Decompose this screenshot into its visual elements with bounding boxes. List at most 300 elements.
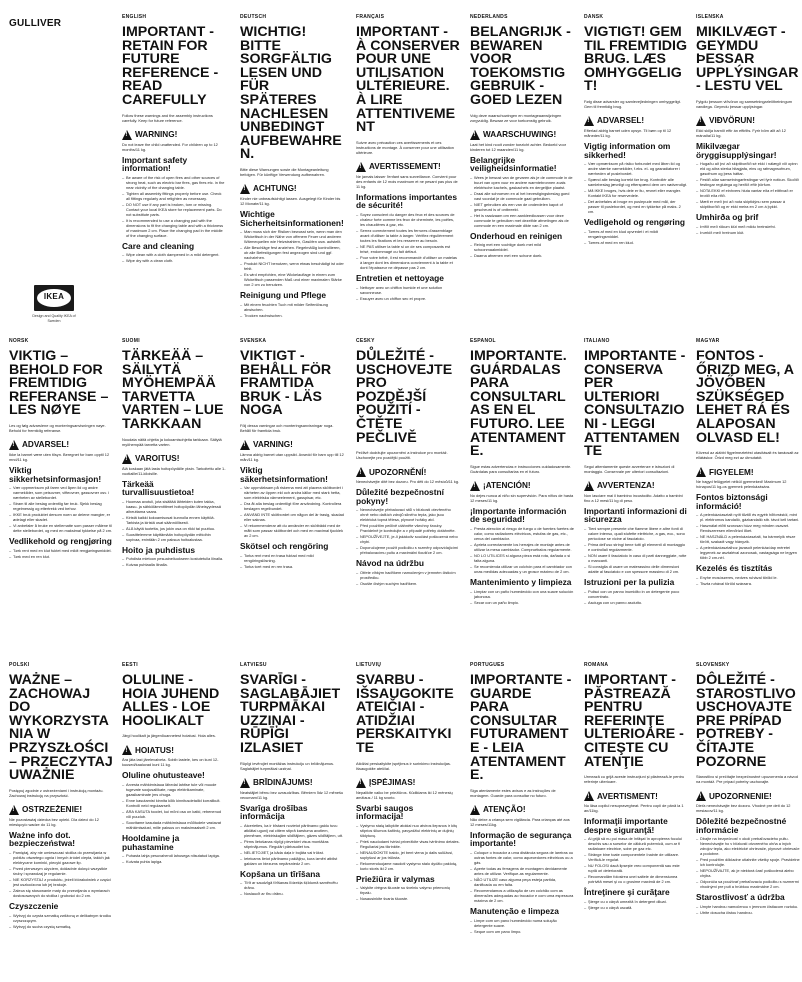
logo-subtitle: Design and Quality IKEA of Sweden	[32, 314, 76, 323]
list-item: – Atcerieties, ka ir bīstami novietot pārtinamo galdu tuvu atklātai ugunij vai citiem stiprā karstuma avotiem, piemēram, elektriskajām sildītājiem, gāzes sildītājiem, utt.	[240, 823, 344, 838]
intro-text: Bitte diese Warnungen sowie die Montageanleitung befolgen. Für künftige Verwendung aufbewahren.	[240, 166, 329, 177]
warning-title: AVERTISMENT!	[597, 791, 658, 801]
warning-text: Ne jamais laisser l'enfant sans surveillance. Convient pour des enfants de 12 mois maximum et ne pesant pas plus de 11 kg.	[356, 173, 458, 189]
list-item: – Mit einem feuchten Tuch mit milder Seifenlösung abwischen.	[240, 302, 344, 312]
list-item: – Pred použitím dôkladne utiahnite všetky spoje. Pravidelne ich kontrolujte.	[696, 857, 800, 867]
warning-heading	[696, 116, 800, 126]
warning-heading	[240, 184, 344, 194]
list-item: – Man muss sich der Risiken bewusst sein, wenn man den Wickeltisch in der Nähe von offenem Feuer und anderen Wärmequellen wie Heizstrahlern, Gasöfen usw. aufstellt.	[240, 229, 344, 244]
list-item: – Nusausinkite švaria šluoste.	[356, 896, 460, 901]
list-item: – Draai alle schroeven en al het bevestigingsbeslag goed vast voordat je de commode gaat gebruiken.	[470, 191, 574, 201]
safety-heading: ¡Importante información de seguridad!	[470, 505, 567, 525]
intro-text: Follow these warnings and the assembly instructions carefully. Keep for future reference.	[122, 112, 213, 123]
safety-heading: Dôležité bezpečnostné informácie	[696, 816, 787, 835]
warning-heading	[470, 481, 574, 491]
warning-triangle-icon	[356, 778, 366, 788]
list-item: – Wees je bewust van de gevaren als je de commode in de buurt van open vuur en andere warmtebronnen zoals elektrische kachels, gaskachels en dergelijke plaatst.	[470, 175, 574, 190]
warning-title: BRĪDINĀJUMS!	[253, 778, 313, 788]
list-item: – Strânge bine toate componentele înainte de utilizare. Verifică-le regulat.	[584, 852, 688, 862]
care-list	[356, 285, 460, 301]
warning-triangle-icon	[584, 116, 594, 126]
safety-list	[9, 485, 113, 533]
list-item: – Essuyer avec un chiffon sec et propre.	[356, 296, 460, 301]
care-list	[470, 918, 574, 934]
list-item: – A pelenkázóasztalt nyílt tűztől és egyéb hőforrástól, mint pl. elektromos kandalló, gázkandalló stb. távol kell tartani.	[696, 512, 800, 522]
warning-text: Laat het kind nooit zonder toezicht achter. Bedoeld voor kinderen tot 12 maanden/11 kg.	[470, 141, 567, 152]
warning-triangle-icon	[240, 440, 250, 450]
list-item: – Nettoyer avec un chiffon humide et une solution savonneuse.	[356, 285, 460, 295]
list-item: – Wytrzyj do czysta szmatką zwilżoną w delikatnym środku czyszczącym.	[9, 913, 113, 923]
list-item: – Daarna afnemen met een schone doek.	[470, 253, 574, 258]
warning-text: Lämna aldrig barnet utan uppsikt. Avsedd för barn upp till 12 mån/11 kg.	[240, 451, 344, 462]
warning-title: ĮSPĖJIMAS!	[369, 778, 416, 788]
safety-list	[240, 823, 344, 866]
care-heading: Skötsel och rengöring	[240, 541, 329, 552]
care-heading: Vedligehold og rengøring	[584, 217, 685, 228]
intro-text: Följ dessa varningar och monteringsanvisningar noga. Behåll för framtida bruk.	[240, 422, 334, 433]
language-section	[584, 14, 688, 322]
list-item: – Prieš naudodami tvirtai priveržkite visas tvirtinimo detales. Reguliariai jas tikrinkite.	[356, 839, 460, 849]
list-item: – Puhdista mietoon pesuaineliuokseen kostutetulla liinalla.	[122, 556, 226, 561]
list-item: – Presta atención al riesgo de fuego o de fuentes fuertes de calor, como radiadores eléctricos, estufas de gas, etc., cerca del cambiador.	[470, 526, 574, 541]
list-item: – NO LO UTILICES si alguna pieza está rota, dañada o si falta alguna.	[470, 553, 574, 563]
language-label: SLOVENSKY	[696, 662, 730, 668]
section-headline: OLULINE - HOIA JUHEND ALLES - LOE HOOLIKALT	[122, 672, 220, 729]
warning-heading	[122, 454, 226, 464]
warning-heading	[240, 778, 344, 788]
safety-heading: Informação de segurança importante!	[470, 829, 572, 849]
list-item: – Recomandăm folosirea unei saltele de dimensiunea potrivită mesei şi cu o grosime maximă de 2 cm.	[584, 874, 688, 884]
care-list	[122, 853, 226, 864]
intro-text: Følg disse advarsler og samlevejledningen omhyggeligt. Gem til fremtidig brug.	[584, 98, 681, 109]
list-item: – NÃO UTILIZE caso alguma peça esteja partida, danificada ou em falta.	[470, 877, 574, 887]
list-item: – NIE KORZYSTAJ z produktu, jeżeli którakolwiek z części jest uszkodzona lub jej brakuje.	[9, 877, 113, 887]
list-item: – NIET gebruiken als een van de onderdelen kapot of gescheurd is of ontbreekt.	[470, 202, 574, 212]
warning-title: HOIATUS!	[135, 745, 174, 755]
care-heading: Hooldamine ja puhastamine	[122, 832, 180, 852]
list-item: – Pulisci con un panno inumidito in un detergente poco concentrato.	[584, 589, 688, 599]
list-item: – A pelenkázóasztalhoz javasolt pelenkázólap méretei legyenek az asztaléval azonosak, vastagsága ne legyen több 2 cm-nél.	[696, 545, 800, 560]
list-item: – Limpe com um pano humedecido numa solução detergente suave.	[470, 918, 574, 928]
warning-text: Ekki skilja barnið eftir án eftirlits. Fyrir börn allt að 12 mánaða/11 kg.	[696, 127, 786, 138]
warning-text: Nu lăsa copilul nesupravegheat. Pentru copii de până la 1 an/11kg.	[584, 803, 684, 814]
list-item: – Enyhe mosószeres, nedves ruhával töröld le.	[696, 575, 800, 580]
list-item: – Vær opmærksom på risiko forbundet med åben ild og andre stærke varmekilder, f.eks. el- og gasradiatorer i nærheden af puslebordet.	[584, 161, 688, 176]
care-list	[584, 589, 688, 605]
list-item: – Tørk med en ren klut.	[9, 554, 113, 559]
warning-text: Kinder nie unbeaufsichtigt lassen. Ausgelegt für Kinder bis 12 Monate/11 kg.	[240, 195, 341, 206]
list-item: – Enne kasutamist kinnita kõik kinnitusdetailid korralikult. Kontrolli neid regulaarselt.	[122, 798, 226, 808]
safety-heading: Fontos biztonsági információ!	[696, 492, 768, 511]
care-list	[122, 556, 226, 567]
list-item: – NEPOUŽÍVAJTE, ak je niektorá časť poškodená alebo chýba.	[696, 868, 800, 878]
list-item: – Tørk rent med en klut fuktet med mildt rengjøringsmiddel.	[9, 548, 113, 553]
section-headline: IMPORTANTE - CONSERVA PER ULTERIORI CONSULTAZIONI - LEGGI ATTENTAMENTE	[584, 348, 686, 460]
language-section	[240, 662, 344, 978]
warning-triangle-icon	[356, 162, 366, 172]
section-headline: IMPORTANT - À CONSERVER POUR UNE UTILISATION ULTÉRIEURE. À LIRE ATTENTIVEMENT	[356, 24, 460, 136]
list-item: – Recomendamos a utilização de um colchão com as dimensões adequadas ao trocador e com uma espessura máxima de 2 cm.	[470, 888, 574, 903]
list-item: – Şterge cu o cârpă umezită în detergent diluat.	[584, 899, 688, 904]
care-list	[584, 899, 688, 910]
list-item: – Tīrīt ar saudzīgā tīrīšanas līdzekļa šķīdumā samērcētu drānu.	[240, 880, 344, 890]
language-section	[122, 14, 226, 322]
list-item: – Odporúča sa používať prebaľovaciu podložku s rozmermi vhodnými pre pult a hrúbkou maximálne 2 cm.	[696, 879, 800, 889]
care-heading: Întreţinere şi curăţare	[584, 887, 670, 898]
list-item: – Det anbefales at bruge en puslepude med mål, der passer til puslebordet, og med en tykkelse på maks. 2 cm.	[584, 199, 688, 214]
list-item: – Vi anbefaler å bruke en stellematte som passer målene til dette stellebordet, og med en maksimal tykkelse på 2 cm.	[9, 523, 113, 533]
care-heading: Starostlivosť a údržba	[696, 892, 785, 903]
language-label: NORSK	[9, 338, 29, 344]
section-headline: WICHTIG! BITTE SORGFÄLTIG LESEN UND FÜR SPÄTERES NACHLESEN UNBEDINGT AUFBEWAHREN.	[240, 24, 342, 163]
list-item: – Kuivata puhta lapiga.	[122, 859, 226, 864]
list-item: – Vi rekommenderar att du använder en skötbädd med de mått som passar skötbordet och med en maximal tjocklek av 2 cm.	[240, 523, 344, 538]
list-item: – It is recommended to use a changing pad with the dimensions to fit the changing table and with a thickness of maximum 2 cm. Place the changing pad in the middle of the changing surface.	[122, 218, 226, 238]
list-item: – ANVÄND INTE skötbordet om någon del är trasig, skadad eller saknas.	[240, 512, 344, 522]
safety-list	[696, 161, 800, 209]
safety-list	[240, 229, 344, 287]
safety-heading: Wichtige Sicherheitsinformationen!	[240, 208, 344, 228]
care-list	[240, 880, 344, 896]
safety-heading: Ważne info dot. bezpieczeństwa!	[9, 829, 76, 849]
list-item: – Alle Beschläge fest anziehen. Regelmäßig kontrollieren, ob alle Befestigungen fest angezogen sind und ggf. nachziehen.	[240, 245, 344, 260]
list-item: – Pour votre bébé, il est recommandé d'utiliser un matelas à langer dont les dimensions conviennent à la table et dont l'épaisseur ne dépasse pas 2 cm.	[356, 255, 460, 270]
warning-title: VARNING!	[253, 440, 293, 450]
language-section	[696, 662, 800, 978]
warning-title: VAROITUS!	[135, 454, 180, 464]
list-item: – Trocken nachwischen.	[240, 313, 344, 318]
warning-triangle-icon	[470, 130, 480, 140]
list-item: – Asciuga con un panno asciutto.	[584, 600, 688, 605]
list-item: – Kiristä kaikki kokoamisosat kunnolla ennen käyttöä. Tarkista ja kiristä osat säännöllisesti.	[122, 515, 226, 525]
safety-list	[356, 212, 460, 270]
language-section	[9, 662, 113, 978]
care-heading: Manutenção e limpeza	[470, 905, 559, 916]
safety-heading: Vigtig information om sikkerhed!	[584, 140, 671, 160]
intro-text: Urmează cu grijă aceste instrucţiuni şi păstrează-le pentru referinţe ulterioare.	[584, 774, 685, 785]
section-headline: FONTOS - ŐRIZD MEG, A JÖVŐBEN SZÜKSÉGED LEHET RÁ ÉS ALAPOSAN OLVASD EL!	[696, 348, 794, 446]
list-item: – Ai grijă să nu pui masa de înfăşat în apropierea focului deschis sau a surselor de căldură puternică, cum ar fi radiatoare electrice, sobe pe gaz etc.	[584, 836, 688, 851]
warning-title: ADVARSEL!	[597, 116, 645, 126]
language-label: NEDERLANDS	[470, 14, 508, 20]
care-list	[122, 252, 226, 263]
language-section	[356, 14, 460, 322]
list-item: – Umyte handrou namočenou v jemnom čistiacom roztoku.	[696, 904, 800, 909]
list-item: – Valykite drėgna šluoste su švelniu valymo priemonių tirpalu.	[356, 885, 460, 895]
list-item: – NON usare il fasciatoio in caso di parti danneggiate, rotte o mancanti.	[584, 553, 688, 563]
list-item: – IKKE bruk produktet dersom noen av delene mangler, er ødelagt eller skadet.	[9, 512, 113, 522]
warning-title: ADVARSEL!	[22, 440, 70, 450]
list-item: – Serrez correctement toutes les ferrures d'assemblage avant d'utiliser la table à langer. Vérifiez régulièrement toutes les fixations et les resserrer au besoin.	[356, 228, 460, 243]
list-item: – DO NOT use if any part is broken, torn or missing. Contact your local IKEA store for replacement parts. Do not substitute parts.	[122, 202, 226, 217]
care-heading: Kezelés és tisztítás	[696, 563, 773, 574]
warning-title: OSTRZEŻENIE!	[22, 805, 83, 815]
care-list	[470, 589, 574, 605]
list-item: – Utrite dosucha čistou handrou.	[696, 910, 800, 915]
warning-triangle-icon	[696, 791, 706, 801]
care-list	[696, 575, 800, 586]
warning-triangle-icon	[696, 467, 706, 477]
list-item: – Pamiętaj, aby nie umieszczać stolika do przewijania w pobliżu otwartego ognia i innych źródeł ciepła, takich jak elektryczne kominki, piecyki gazowe itp.	[9, 850, 113, 865]
safety-list	[122, 499, 226, 542]
safety-list	[584, 526, 688, 574]
list-item: – Si consiglia di usare un materassino delle dimensioni adatte al fasciatoio e con spessore massimo di 2 cm.	[584, 564, 688, 574]
safety-list	[470, 526, 574, 574]
list-item: – Puhasta lahja pesuvahendi lahusega niisutatud lapiga.	[122, 853, 226, 858]
list-item: – Aperte todas as ferragens de montagem devidamente antes de utilizar. Verifique-as regularmente.	[470, 866, 574, 876]
intro-text: Postępuj zgodnie z ostrzeżeniami i instrukcją montażu. Zachowaj instrukcję na przyszłość.	[9, 787, 104, 798]
list-item: – Vystymo stalą laikykite atokiai nuo atviros liepsnos ir kitų stiprios šilumos šaltinių, pavyzdžiui elektrinių ar dujinių šildytuvų.	[356, 823, 460, 838]
language-label: ENGLISH	[122, 14, 147, 20]
list-item: – NELIETOJIET, ja kāda daļa ir bojāta vai trūkst.	[240, 850, 344, 855]
warning-triangle-icon	[122, 130, 132, 140]
language-label: ÍSLENSKA	[696, 14, 724, 20]
care-heading: Hoito ja puhdistus	[122, 544, 196, 555]
care-list	[240, 553, 344, 569]
section-headline: DŮLEŽITÉ - USCHOVEJTE PRO POZDĚJŠÍ POUŽITÍ - ČTĚTE PEČLIVĚ	[356, 348, 453, 446]
care-heading: Umhirða og þrif	[696, 212, 759, 223]
section-headline: MIKILVÆGT - GEYMDU ÞESSAR UPPLÝSINGAR - LESTU VEL	[696, 24, 799, 95]
language-label: EESTI	[122, 662, 138, 668]
warning-text: Nenechávejte dítě bez dozoru. Pro děti do 12 měsíců/11 kg.	[356, 479, 460, 485]
warning-text: Do not leave the child unattended. For children up to 12 months/11 kg.	[122, 141, 218, 152]
list-item: – Se recomienda utilizar un colchón para el cambiador con unas medidas adecuadas y un grosor máximo de 2 cm.	[470, 564, 574, 574]
intro-text: Suivre avec précaution ces avertissements et ces instructions de montage. À conserver pour une utilisation ultérieure.	[356, 139, 454, 155]
care-list	[356, 885, 460, 901]
safety-heading: Oluline ohutusteave!	[122, 770, 205, 781]
language-label: ROMÂNA	[584, 662, 609, 668]
list-item: – Må IKKE bruges, hvis dele er itu, revnet eller mangler. Kontakt IKEA for reservedele.	[584, 188, 688, 198]
list-item: – Torka torrt med en ren trasa.	[240, 564, 344, 569]
care-heading: Vedlikehold og rengjøring	[9, 536, 112, 547]
warning-text: Não deixe a criança sem vigilância. Para crianças até aos 12 meses/11kg.	[470, 816, 570, 827]
list-item: – Wytrzyj do sucha czystą szmatką.	[9, 924, 113, 929]
section-headline: TÄRKEÄÄ – SÄILYTÄ MYÖHEMPÄÄ TARVETTA VARTEN – LUE TARKKAAN	[122, 348, 224, 432]
care-heading: Care and cleaning	[122, 240, 195, 251]
list-item: – Dbajte na bezpečnosť v okolí prebaľovacieho pultu. Nenechávajte ho v blízkosti otvoreného ohňa a iných zdrojov tepla, ako elektrické ohrievače, plynové ohrievače a podobne.	[696, 836, 800, 856]
warning-text: Dieťa nenechávajte bez dozoru. Vhodné pre deti do 12 mesiacov/11 kg.	[696, 803, 791, 814]
list-item: – Wipe dry with a clean cloth.	[122, 258, 226, 263]
section-headline: VIKTIG – BEHOLD FOR FREMTIDIG REFERANSE – LES NØYE	[9, 348, 109, 419]
section-headline: WAŻNE – ZACHOWAJ DO WYKORZYSTANIA W PRZYSZŁOŚCI – PRZECZYTAJ UWAŻNIE	[9, 672, 113, 784]
safety-heading: Důležité bezpečnostní pokyny!	[356, 487, 444, 506]
intro-text: Pečlivě dodržujte upozornění a instrukce pro montáž. Uschovejte pro pozdější použití.	[356, 450, 448, 461]
safety-list	[122, 782, 226, 830]
list-item: – NENAUDOKITE baldo, jei bent viena jo dalis sulūžusi, suplyšusi ar jos trūksta.	[356, 850, 460, 860]
language-section	[122, 662, 226, 978]
section-headline: IMPORTANTE. GUÁRDALAS PARA CONSULTARLAS EN EL FUTURO. LEE ATENTAMENTE.	[470, 348, 567, 460]
warning-triangle-icon	[584, 481, 594, 491]
list-item: – Be aware of the risk of open fires and other sources of strong heat, such as electric bar fires, gas fires etc. in the near vicinity of the changing table.	[122, 175, 226, 190]
section-headline: SVARĪGI - SAGLABĀJIET TURPMĀKAI UZZIŅAI - RŪPĪGI IZLASIET	[240, 672, 341, 756]
warning-title: WAARSCHUWING!	[483, 130, 557, 140]
list-item: – Soyez conscient du danger des feux et des sources de chaleur forte comme les feux de cheminée, les poêles, les chaudières à gaz, etc.	[356, 212, 460, 227]
warning-heading	[470, 805, 574, 815]
warning-heading	[696, 791, 800, 801]
section-headline: IMPORTANTE - GUARDE PARA CONSULTAR FUTURAMENTE - LEIA ATENTAMENTE.	[470, 672, 572, 784]
section-headline: VIGTIGT! GEM TIL FREMTIDIG BRUG. LÆS OMHYGGELIGT!	[584, 24, 687, 95]
list-item: – Noslaucīt ar tīru drānu.	[240, 891, 344, 896]
safety-list	[696, 512, 800, 560]
care-list	[356, 570, 460, 586]
warning-title: ¡ATENCIÓN!	[483, 481, 531, 491]
care-list	[470, 242, 574, 258]
warning-heading	[584, 481, 688, 491]
language-section	[356, 338, 460, 650]
safety-list	[584, 836, 688, 884]
product-name: GULLIVER	[9, 18, 62, 29]
warning-triangle-icon	[584, 791, 594, 801]
intro-text: Sigue estas advertencias e instrucciones cuidadosamente. Guárdalas para consultarlas en el futuro.	[470, 463, 572, 474]
care-heading: Mantenimiento y limpieza	[470, 576, 572, 587]
warning-title: UPOZORNENIE!	[709, 791, 772, 801]
language-label: FRANÇAIS	[356, 14, 385, 20]
language-label: ITALIANO	[584, 338, 610, 344]
warning-text: Efterlad aldrig barnet uden opsyn. Til børn op til 12 måneder/11 kg.	[584, 127, 672, 138]
warning-text: No dejes nunca al niño sin supervisión. Para niños de hasta 12 meses/11 kg.	[470, 492, 574, 503]
warning-heading	[122, 130, 226, 140]
list-item: – Mælt er með því að nota skiptidýnu sem passar á skiptiborðið og er ekki meira en 2 cm á þykkt.	[696, 199, 800, 209]
language-section	[356, 662, 460, 978]
list-item: – Osušte čistým suchým hadříkem.	[356, 581, 460, 586]
list-item: – Otřete vlhkým hadříkem namočeným v jemném čisticím prostředku.	[356, 570, 460, 580]
care-list	[696, 224, 800, 235]
list-item: – Soovitame kasutada mähkimislaua mõõtudele vastavat mähkimisalust, mille paksus on maksimaalselt 2 cm.	[122, 820, 226, 830]
intro-text: Starostlivo si prečítajte bezpečnostné upozornenia a návod na montáž. Pre prípad potreby uschovajte.	[696, 774, 798, 785]
list-item: – ÄRA KASUTA toodet, kui mõni osa on katki, rebenenud või puudub.	[122, 809, 226, 819]
list-item: – Használat előtt szorosan húzz meg minden csavart. Rendszeresen ellenőrizd őket.	[696, 523, 800, 533]
list-item: – Před použitím pečlivě utáhněte všechny šrouby. Pravidelně je kontrolujte a v případě potřeby dotáhněte.	[356, 523, 460, 533]
warning-triangle-icon	[9, 805, 19, 815]
language-label: SUOMI	[122, 338, 140, 344]
warning-title: AVVERTENZA!	[597, 481, 655, 491]
language-section	[470, 14, 574, 322]
list-item: – Aprieta correctamente los herrajes de montaje antes de utilizar la mesa cambiador. Compruébalos regularmente.	[470, 542, 574, 552]
list-item: – Zaleca się stosowanie maty do przewijania o wymiarach dostosowanych do stolika i grubości do 2 cm.	[9, 888, 113, 898]
list-item: – Rekomenduojame naudoti vystymo stalo dydžio paklotą, kurio storis iki 2 cm.	[356, 861, 460, 871]
list-item: – Hugaðu að því að skiptiborðið sé ekki í nálægð við opinn eld og aðra sterka hitagjafa, eins og rafmagnsofnum, gasofnum og þess háttar.	[696, 161, 800, 176]
warning-triangle-icon	[470, 481, 480, 491]
warning-text: Ära jäta last järelevalveta. Sobib lastele, kes on kuni 12-kuused/kaaluvad kuni 11 kg.	[122, 757, 219, 768]
language-section	[584, 662, 688, 978]
intro-text: Siga atentamente estes avisos e as instruções de montagem. Guarde para consultar no futuro.	[470, 787, 556, 798]
warning-heading	[584, 116, 688, 126]
care-list	[584, 229, 688, 245]
list-item: – Produkt NICHT benutzen, wenn etwas beschädigt ist oder fehlt.	[240, 261, 344, 271]
list-item: – Reinig met een vochtige doek met mild schoonmaakmiddel.	[470, 242, 574, 252]
warning-title: ATENÇÃO!	[483, 805, 526, 815]
safety-list	[356, 507, 460, 555]
warning-title: WARNING!	[135, 130, 178, 140]
intro-text: Rūpīgi ievērojiet montāžas instrukciju un brīdinājumus. Saglabājiet turpmākai uzziņai.	[240, 760, 335, 771]
language-section	[696, 14, 800, 322]
warning-triangle-icon	[696, 116, 706, 126]
warning-text: Nepalikite vaiko be priežiūros. Kūdikiams iki 12 mėnesių amžiaus / 11 kg svorio.	[356, 789, 453, 800]
safety-heading: Important safety information!	[122, 154, 188, 174]
intro-text: Järgi hoolikalt ja järgenõuannetest hoiatusi. Hoia alles.	[122, 733, 216, 739]
language-label: SVENSKA	[240, 338, 267, 344]
safety-heading: Belangrijke veiligheidsinformatie!	[470, 154, 557, 174]
list-item: – Pirms lietošanas rūpīgi pievelciet visus montāžas stiprinājumus. Regulāri pārbaudiet tos.	[240, 839, 344, 849]
language-section	[9, 338, 113, 650]
list-item: – Tighten all assembly fittings properly before use. Check all fittings regularly and retighten as necessary.	[122, 191, 226, 201]
safety-heading: Informations importantes de sécurité!	[356, 191, 457, 211]
intro-text: Volg deze waarschuwingen en montageaanwijzingen zorgvuldig. Bewaar ze voor toekomstig gebruik.	[470, 112, 562, 123]
section-headline: IMPORTANT - PĂSTREAZĂ PENTRU REFERINŢE ULTERIOARE - CITEŞTE CU ATENŢIE	[584, 672, 684, 770]
list-item: – Wipe clean with a cloth dampened in a mild detergent.	[122, 252, 226, 257]
language-label: LIETUVIŲ	[356, 662, 382, 668]
list-item: – Var uppmärksam på riskerna med att placera skötbordet i närheten av öppen eld och andra källor med stark hetta, som elektriska värmeelement, gasspisar, etc.	[240, 485, 344, 500]
list-item: – Tørres af med en klud opvredet i et mildt rengøringsmiddel.	[584, 229, 688, 239]
warning-text: Ne hagyd felügyelet nélkül gyermeked! Maximum 12 hónapos/11 kg-os gyermek pelenkázására.	[696, 479, 787, 490]
list-item: – Es wird empfohlen, eine Wickelauflage in einem zum Wickeltisch passenden Maß und einer maximalen Stärke von 2 cm zu benutzen.	[240, 272, 344, 287]
list-item: – Doporučujeme použít podložku s rozměry odpovídajícími přebalovacímu pultu a maximální tloušťce 2 cm.	[356, 545, 460, 555]
care-heading: Istruzioni per la pulizia	[584, 576, 675, 587]
safety-list	[470, 850, 574, 903]
list-item: – NE PAS utiliser la table si un de ses composants est brisé, endommagé ou fait défaut.	[356, 244, 460, 254]
safety-heading: Informaţii importante despre siguranţă!	[584, 816, 668, 835]
safety-list	[356, 823, 460, 871]
warning-heading	[356, 467, 460, 477]
care-heading: Czyszczenie	[9, 900, 59, 911]
language-label: MAGYAR	[696, 338, 720, 344]
warning-text: Ikke la barnet være uten tilsyn. Beregnet for barn opptil 12 mnd/11 kg.	[9, 451, 110, 462]
list-item: – NU FOLOSI dacă lipseşte vreo componentă sau este ruptă ori deteriorată.	[584, 863, 688, 873]
warning-triangle-icon	[470, 805, 480, 815]
list-item: – NOTA EKKI ef einhvers hluta vantar eða ef eitthvað er brotið eða rifið.	[696, 188, 800, 198]
safety-list	[470, 175, 574, 228]
language-section	[240, 338, 344, 650]
section-headline: VIKTIGT - BEHÅLL FÖR FRAMTIDA BRUK - LÄS NOGA	[240, 348, 332, 419]
warning-text: Neatstājiet bērnu bez uzraudzības. Bērniem līdz 12 mēnešu vecumam/11 kg.	[240, 789, 344, 800]
intro-text: Atidžiai perskaitykite įspėjimus ir surinkimo instrukcijas. Išsaugokite ateičiai.	[356, 760, 451, 771]
safety-list	[240, 485, 344, 538]
list-item: – NE HASZNÁLD a pelenkázóasztalt, ha bármelyik része törött, szakadt vagy hiányzik.	[696, 534, 800, 544]
warning-triangle-icon	[240, 184, 250, 194]
care-heading: Kopšana un tīrīšana	[240, 868, 321, 879]
list-item: – Ieteicams lietot pārtinamo paklājiņu, kura izmēri atbilst galdam un biezums nepārsniedz 2 cm.	[240, 856, 344, 866]
safety-heading: Svarbi saugos informacija!	[356, 802, 414, 822]
intro-text: Noudata näitä ohjeita ja kokoamisohjeita tarkkaan. Säilytä myöhempää tarvetta varten.	[122, 436, 222, 447]
warning-heading	[9, 440, 113, 450]
list-item: – Tørres af med en ren klud.	[584, 240, 688, 245]
warning-triangle-icon	[356, 467, 366, 477]
list-item: – Þrífið með rökum klút með mildu hreinsiefni.	[696, 224, 800, 229]
list-item: – Spænd alle beslag korrekt før brug. Kontrollér alle samlebeslag jævnligt og efterspænd dem om nødvendigt.	[584, 177, 688, 187]
list-item: – Dra åt alla beslag ordentligt före användning. Kontrollera beslagen regelbundet.	[240, 501, 344, 511]
care-list	[240, 302, 344, 318]
list-item: – Tieni sempre presente che fiamme libere e altre fonti di calore intenso, quali stufette elettriche, a gas, ecc., sono pericolose se vicine al fasciatoio.	[584, 526, 688, 541]
warning-triangle-icon	[240, 778, 250, 788]
warning-triangle-icon	[122, 454, 132, 464]
warning-heading	[470, 130, 574, 140]
list-item: – Nenechávejte přebalovací stůl v blízkosti otevřeného ohně nebo dalších zdrojů silného tepla, jako jsou elektrická topná tělesa, plynové hořáky atd.	[356, 507, 460, 522]
safety-list	[9, 850, 113, 898]
language-section	[122, 338, 226, 650]
list-item: – Torka rent med en trasa fuktad med mild rengöringslösning.	[240, 553, 344, 563]
warning-title: FIGYELEM!	[709, 467, 754, 477]
list-item: – Suosittelemme käyttämään hoitopöydän mittoihin sopivaa, enintään 2 cm paksua hoitoalustaa.	[122, 532, 226, 542]
safety-heading: Tärkeää turvallisuustietoa!	[122, 478, 195, 498]
list-item: – Kuivaa puhtaalla liinalla.	[122, 562, 226, 567]
care-heading: Priežiūra ir valymas	[356, 873, 435, 884]
warning-heading	[122, 745, 226, 755]
safety-heading: Mikilvægar öryggisupplýsingar!	[696, 140, 777, 160]
language-section	[470, 338, 574, 650]
care-heading: Návod na údržbu	[356, 558, 424, 569]
list-item: – NEPOUŽÍVEJTE, je-li jakákoliv součást poškozená nebo chybí.	[356, 534, 460, 544]
intro-text: Fylgdu þessum viðvörun og samsetningarleiðbeiningum vandlega. Geymdu þessar upplýsingar.	[696, 98, 793, 109]
